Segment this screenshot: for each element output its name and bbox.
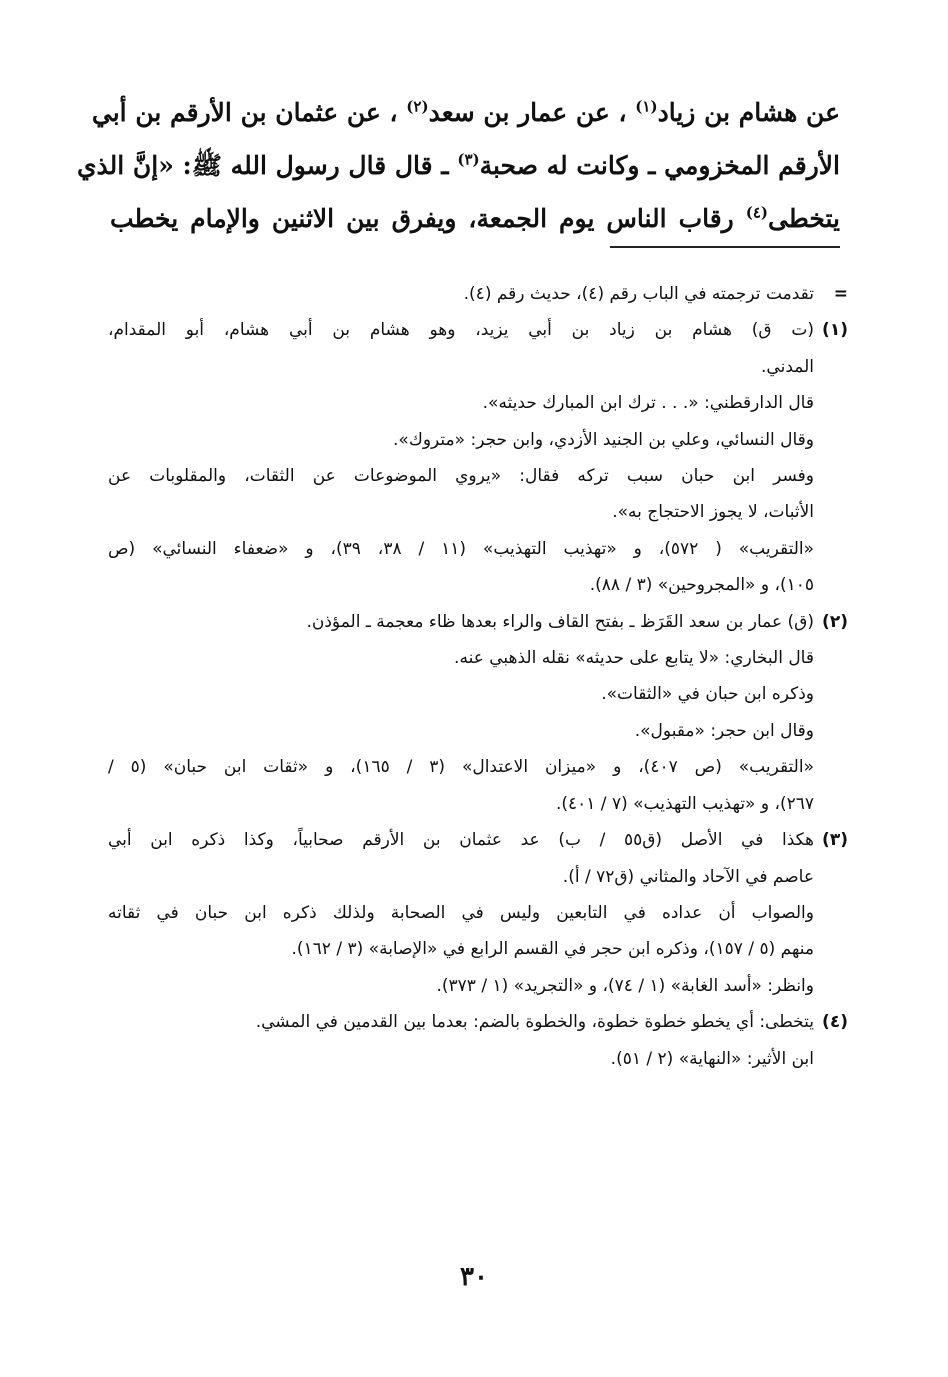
footnote-divider [610, 246, 840, 248]
footnote-line: وقال ابن حجر: «مقبول». [634, 720, 814, 741]
footnote-4 [108, 1004, 848, 1077]
footnote-line: قال الدارقطني: «. . . ترك ابن المبارك حديثه». [482, 393, 814, 414]
footnote-line: قال البخاري: «لا يتابع على حديثه» نقله الذهبي عنه. [454, 648, 814, 669]
footnote-line: وانظر: «أسد الغابة» (١ / ٧٤)، و «التجريد» (١ / ٣٧٣). [436, 975, 814, 996]
footnote-ref-2: (٢) [406, 97, 429, 116]
continuation-marker: = [833, 284, 848, 304]
footnote-line: ابن الأثير: «النهاية» (٢ / ٥١). [610, 1048, 814, 1069]
main-text-line-1: عن هشام بن زياد$^{(١)}$ ، عن عمار بن سعد$^{(٢)}$ ، عن عثمان بن الأرقم بن أبي [91, 97, 840, 127]
footnote-line: والصواب أن عداده في التابعين وليس في الصحابة ولذلك ذكره ابن حبان في ثقاته [108, 902, 814, 923]
footnote-line: وقال النسائي، وعلي بن الجنيد الأزدي، وابن حجر: «متروك». [393, 429, 814, 450]
footnote-ref-3: (٣) [457, 150, 480, 169]
footnotes-section [108, 276, 848, 1077]
footnote-ref-4: (٤) [745, 203, 768, 222]
footnote-marker: (٣) [822, 830, 848, 851]
footnote-marker: (٤) [822, 1012, 848, 1033]
continuation-text: تقدمت ترجمته في الباب رقم (٤)، حديث رقم (٤). [463, 284, 814, 304]
footnote-line: ٢٦٧)، و «تهذيب التهذيب» (٧ / ٤٠١). [555, 793, 814, 814]
main-hadith-text [76, 86, 840, 245]
footnote-line: وفسر ابن حبان سبب تركه فقال: «يروي الموضوعات عن الثقات، والمقلوبات عن [108, 466, 814, 487]
footnote-line: هكذا في الأصل (ق٥٥ / ب) عد عثمان بن الأرقم صحابياً، وكذا ذكره ابن أبي [108, 830, 814, 851]
footnote-line: وذكره ابن حبان في «الثقات». [601, 684, 814, 705]
footnote-line: المدني. [761, 356, 814, 377]
footnote-line: (ق) عمار بن سعد القَرَظ ـ بفتح القاف والراء بعدها ظاء معجمة ـ المؤذن. [306, 611, 814, 632]
footnote-marker: (١) [822, 320, 848, 341]
footnote-line: منهم (٥ / ١٥٧)، وذكره ابن حجر في القسم الرابع في «الإصابة» (٣ / ١٦٢). [291, 939, 814, 960]
main-text-line-3: يتخطى$^{(٤)}$ رقاب الناس يوم الجمعة، ويفرق بين الاثنين والإمام يخطب [110, 203, 840, 233]
footnote-3 [108, 822, 848, 1004]
footnote-line: «التقريب» ( ٥٧٢)، و «تهذيب التهذيب» (١١ / ٣٨، ٣٩)، و «ضعفاء النسائي» (ص [108, 538, 814, 559]
footnote-continuation [108, 276, 848, 312]
footnote-line: «التقريب» (ص ٤٠٧)، و «ميزان الاعتدال» (٣ / ١٦٥)، و «ثقات ابن حبان» (٥ / [108, 757, 814, 778]
main-text-line-2: الأرقم المخزومي ـ وكانت له صحبة$^{(٣)}$ ـ قال قال رسول الله ﷺ: «إنَّ الذي [76, 150, 840, 180]
footnote-marker: (٢) [822, 611, 848, 632]
footnote-ref-1: (١) [635, 97, 658, 116]
footnote-1 [108, 312, 848, 603]
footnote-2 [108, 604, 848, 822]
page-number: ٣٠ [460, 1262, 488, 1292]
footnote-line: الأثبات، لا يجوز الاحتجاج به». [612, 502, 814, 523]
footnote-line: ١٠٥)، و «المجروحين» (٣ / ٨٨). [589, 575, 814, 596]
footnote-line: عاصم في الآحاد والمثاني (ق٧٢ / أ). [562, 866, 814, 887]
footnote-line: يتخطى: أي يخطو خطوة خطوة، والخطوة بالضم: بعدما بين القدمين في المشي. [255, 1012, 814, 1033]
footnote-line: (ت ق) هشام بن زياد بن أبي يزيد، وهو هشام بن أبي هشام، أبو المقدام، [108, 320, 814, 341]
